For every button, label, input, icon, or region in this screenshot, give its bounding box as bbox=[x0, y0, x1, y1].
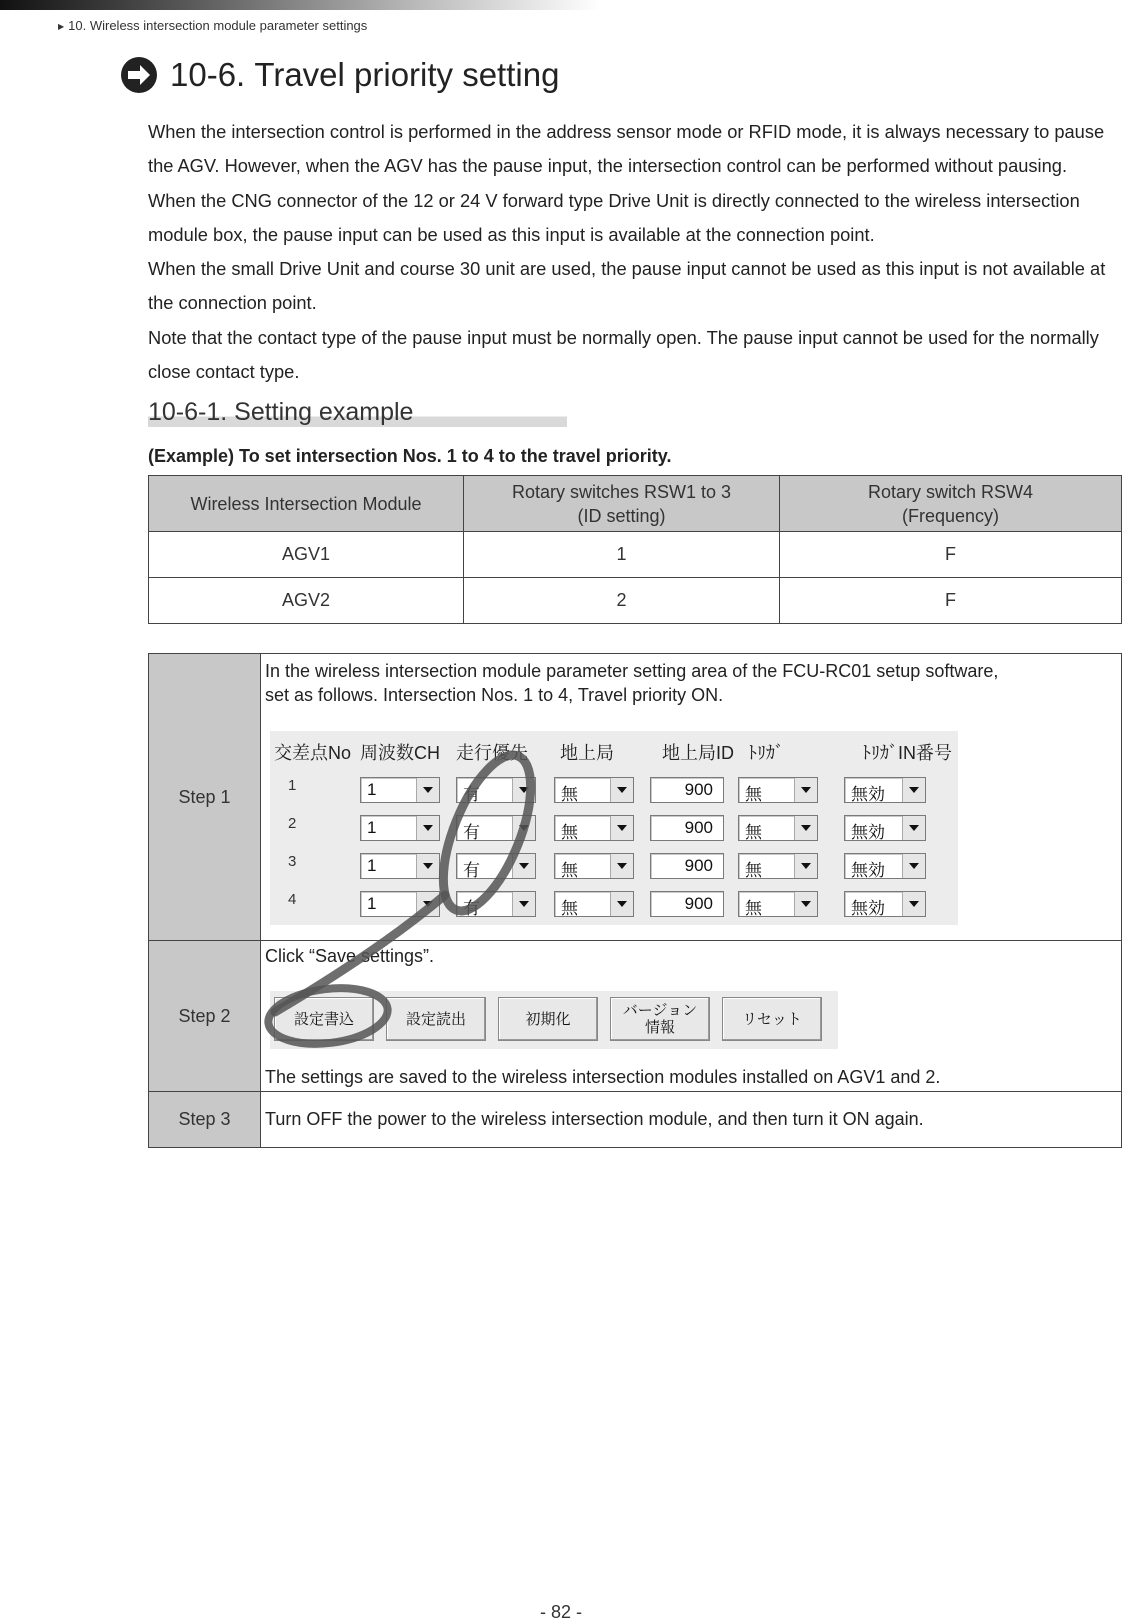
hdr-ground-station-id: 地上局ID bbox=[662, 743, 734, 763]
trigger-in-select[interactable] bbox=[844, 853, 926, 879]
step2-label: Step 2 bbox=[149, 941, 261, 1092]
trigger-in-select[interactable] bbox=[844, 815, 926, 841]
travel-priority-select[interactable] bbox=[456, 891, 536, 917]
step1-text-line: set as follows. Intersection Nos. 1 to 4, Travel priority ON. bbox=[265, 685, 724, 705]
select-value: 1 bbox=[367, 780, 377, 799]
select-value: 1 bbox=[367, 818, 377, 837]
intro-paragraph: When the small Drive Unit and course 30 unit are used, the pause input cannot be used as this input is not available at the connection point. bbox=[148, 258, 1106, 314]
trigger-in-select[interactable] bbox=[844, 777, 926, 803]
row-number: 1 bbox=[288, 777, 297, 794]
dropdown-arrow-icon[interactable] bbox=[902, 892, 925, 916]
ground-station-select[interactable] bbox=[554, 891, 634, 917]
ground-station-id-input[interactable] bbox=[650, 891, 724, 917]
page-number: - 82 - bbox=[539, 1602, 582, 1622]
select-value: 無 bbox=[561, 785, 578, 804]
step1-text-line: In the wireless intersection module parameter setting area of the FCU-RC01 setup software, bbox=[265, 661, 999, 681]
breadcrumb bbox=[58, 18, 367, 33]
header-rotary-id bbox=[464, 476, 780, 532]
hdr-trigger: ﾄﾘｶﾞ bbox=[748, 743, 784, 763]
select-value: 有 bbox=[463, 823, 480, 842]
step-row bbox=[149, 941, 1122, 1092]
select-value: 無 bbox=[745, 785, 762, 804]
hdr-ground-station: 地上局 bbox=[560, 743, 614, 763]
dropdown-arrow-icon[interactable] bbox=[794, 816, 817, 840]
select-value: 無 bbox=[561, 861, 578, 880]
version-info-button[interactable] bbox=[610, 997, 710, 1041]
breadcrumb-arrow-icon: ▶ bbox=[58, 22, 65, 31]
table-row bbox=[149, 578, 1122, 624]
ground-station-id-input[interactable] bbox=[650, 853, 724, 879]
step-row bbox=[149, 1092, 1122, 1148]
cell-id: 1 bbox=[464, 532, 780, 578]
dropdown-arrow-icon[interactable] bbox=[902, 854, 925, 878]
intro-text bbox=[148, 115, 1122, 389]
input-value: 900 bbox=[684, 780, 713, 799]
header-text: (Frequency) bbox=[901, 505, 1000, 526]
hdr-trigger-in-no: ﾄﾘｶﾞIN番号 bbox=[862, 743, 952, 763]
header-text: (ID setting) bbox=[577, 505, 666, 526]
cell-id: 2 bbox=[464, 578, 780, 624]
step1-text bbox=[262, 655, 1120, 707]
select-value: 有 bbox=[463, 861, 480, 880]
dropdown-arrow-icon[interactable] bbox=[794, 892, 817, 916]
step-row bbox=[149, 654, 1122, 941]
dropdown-arrow-icon[interactable] bbox=[610, 778, 633, 802]
step1-label: Step 1 bbox=[149, 654, 261, 941]
dropdown-arrow-icon[interactable] bbox=[416, 854, 439, 878]
reset-button[interactable]: リセット bbox=[722, 997, 822, 1041]
hdr-frequency-ch: 周波数CH bbox=[360, 743, 440, 763]
ground-station-select[interactable] bbox=[554, 853, 634, 879]
cell-module: AGV2 bbox=[149, 578, 464, 624]
row-number: 4 bbox=[288, 891, 297, 908]
header-text: Wireless Intersection Module bbox=[190, 493, 422, 514]
trigger-select[interactable] bbox=[738, 777, 818, 803]
dropdown-arrow-icon[interactable] bbox=[610, 892, 633, 916]
select-value: 有 bbox=[463, 899, 480, 918]
input-value: 900 bbox=[684, 894, 713, 913]
subsection-heading: 10-6-1. Setting example bbox=[148, 398, 567, 427]
cell-freq: F bbox=[780, 532, 1122, 578]
frequency-ch-select[interactable] bbox=[360, 777, 440, 803]
dropdown-arrow-icon[interactable] bbox=[902, 778, 925, 802]
ground-station-id-input[interactable] bbox=[650, 777, 724, 803]
button-line: バージョン bbox=[622, 1002, 698, 1019]
trigger-select[interactable] bbox=[738, 815, 818, 841]
breadcrumb-text: 10. Wireless intersection module parameter settings bbox=[68, 18, 368, 33]
select-value: 無 bbox=[561, 823, 578, 842]
select-value: 無 bbox=[745, 861, 762, 880]
travel-priority-select[interactable] bbox=[456, 853, 536, 879]
ground-station-select[interactable] bbox=[554, 815, 634, 841]
input-value: 900 bbox=[684, 856, 713, 875]
step3-text: Turn OFF the power to the wireless intersection module, and then turn it ON again. bbox=[265, 1109, 924, 1129]
hdr-travel-priority: 走行優先 bbox=[456, 743, 528, 763]
button-bar-screenshot bbox=[270, 991, 838, 1049]
step3-label: Step 3 bbox=[149, 1092, 261, 1148]
header-text: Rotary switches RSW1 to 3 bbox=[511, 481, 732, 502]
frequency-ch-select[interactable] bbox=[360, 815, 440, 841]
settings-table bbox=[148, 475, 1122, 624]
travel-priority-select[interactable] bbox=[456, 815, 536, 841]
section-title bbox=[120, 56, 559, 94]
dropdown-arrow-icon[interactable] bbox=[416, 778, 439, 802]
dropdown-arrow-icon[interactable] bbox=[610, 816, 633, 840]
save-settings-button[interactable]: 設定書込 bbox=[274, 997, 374, 1041]
select-value: 1 bbox=[367, 856, 377, 875]
travel-priority-select[interactable] bbox=[456, 777, 536, 803]
select-value: 無効 bbox=[851, 785, 885, 804]
trigger-in-select[interactable] bbox=[844, 891, 926, 917]
circle-arrow-icon bbox=[120, 56, 158, 94]
initialize-button[interactable]: 初期化 bbox=[498, 997, 598, 1041]
load-settings-button[interactable]: 設定読出 bbox=[386, 997, 486, 1041]
dropdown-arrow-icon[interactable] bbox=[902, 816, 925, 840]
select-value: 無効 bbox=[851, 823, 885, 842]
steps-table bbox=[148, 653, 1122, 1148]
header-rotary-freq bbox=[780, 476, 1122, 532]
settings-table-header bbox=[149, 476, 1122, 532]
row-number: 3 bbox=[288, 853, 297, 870]
header-gradient-bar bbox=[0, 0, 600, 10]
intro-paragraph: Note that the contact type of the pause input must be normally open. The pause input cannot be used for the normally close contact type. bbox=[148, 326, 1099, 383]
step1-content bbox=[261, 654, 1122, 941]
select-value: 無効 bbox=[851, 861, 885, 880]
dropdown-arrow-icon[interactable] bbox=[610, 854, 633, 878]
cell-freq: F bbox=[780, 578, 1122, 624]
dropdown-arrow-icon[interactable] bbox=[512, 778, 535, 802]
dropdown-arrow-icon[interactable] bbox=[512, 816, 535, 840]
trigger-select[interactable] bbox=[738, 891, 818, 917]
select-value: 有 bbox=[463, 785, 480, 804]
dropdown-arrow-icon[interactable] bbox=[794, 778, 817, 802]
step3-content bbox=[261, 1092, 1122, 1148]
table-row bbox=[149, 532, 1122, 578]
dropdown-arrow-icon[interactable] bbox=[416, 892, 439, 916]
example-label: (Example) To set intersection Nos. 1 to 4 to the travel priority. bbox=[148, 446, 672, 466]
ground-station-id-input[interactable] bbox=[650, 815, 724, 841]
step2-footer: The settings are saved to the wireless intersection modules installed on AGV1 and 2. bbox=[265, 1067, 941, 1087]
dropdown-arrow-icon[interactable] bbox=[512, 892, 535, 916]
param-grid-screenshot bbox=[270, 731, 958, 925]
intro-paragraph: When the intersection control is performed in the address sensor mode or RFID mode, it is always necessary to pause the AGV. However, when the AGV has the pause input, the intersection control can be performed without pausing. bbox=[148, 121, 1105, 177]
hdr-intersection-no: 交差点No bbox=[274, 743, 352, 763]
ground-station-select[interactable] bbox=[554, 777, 634, 803]
step2-content bbox=[261, 941, 1122, 1092]
select-value: 無 bbox=[745, 899, 762, 918]
intro-paragraph: When the CNG connector of the 12 or 24 V forward type Drive Unit is directly connected to the wireless intersection module box, the pause input can be used as this input is available at the connection point. bbox=[148, 189, 1080, 245]
input-value: 900 bbox=[684, 818, 713, 837]
button-line: 情報 bbox=[644, 1019, 675, 1036]
frequency-ch-select[interactable] bbox=[360, 853, 440, 879]
dropdown-arrow-icon[interactable] bbox=[512, 854, 535, 878]
dropdown-arrow-icon[interactable] bbox=[794, 854, 817, 878]
trigger-select[interactable] bbox=[738, 853, 818, 879]
select-value: 1 bbox=[367, 894, 377, 913]
frequency-ch-select[interactable] bbox=[360, 891, 440, 917]
cell-module: AGV1 bbox=[149, 532, 464, 578]
header-module bbox=[149, 476, 464, 532]
row-number: 2 bbox=[288, 815, 297, 832]
select-value: 無 bbox=[745, 823, 762, 842]
select-value: 無効 bbox=[851, 899, 885, 918]
dropdown-arrow-icon[interactable] bbox=[416, 816, 439, 840]
section-number: 10-6. bbox=[170, 56, 246, 93]
header-text: Rotary switch RSW4 bbox=[867, 481, 1034, 502]
section-title-text: Travel priority setting bbox=[254, 56, 560, 93]
step2-text: Click “Save settings”. bbox=[265, 946, 435, 966]
select-value: 無 bbox=[561, 899, 578, 918]
